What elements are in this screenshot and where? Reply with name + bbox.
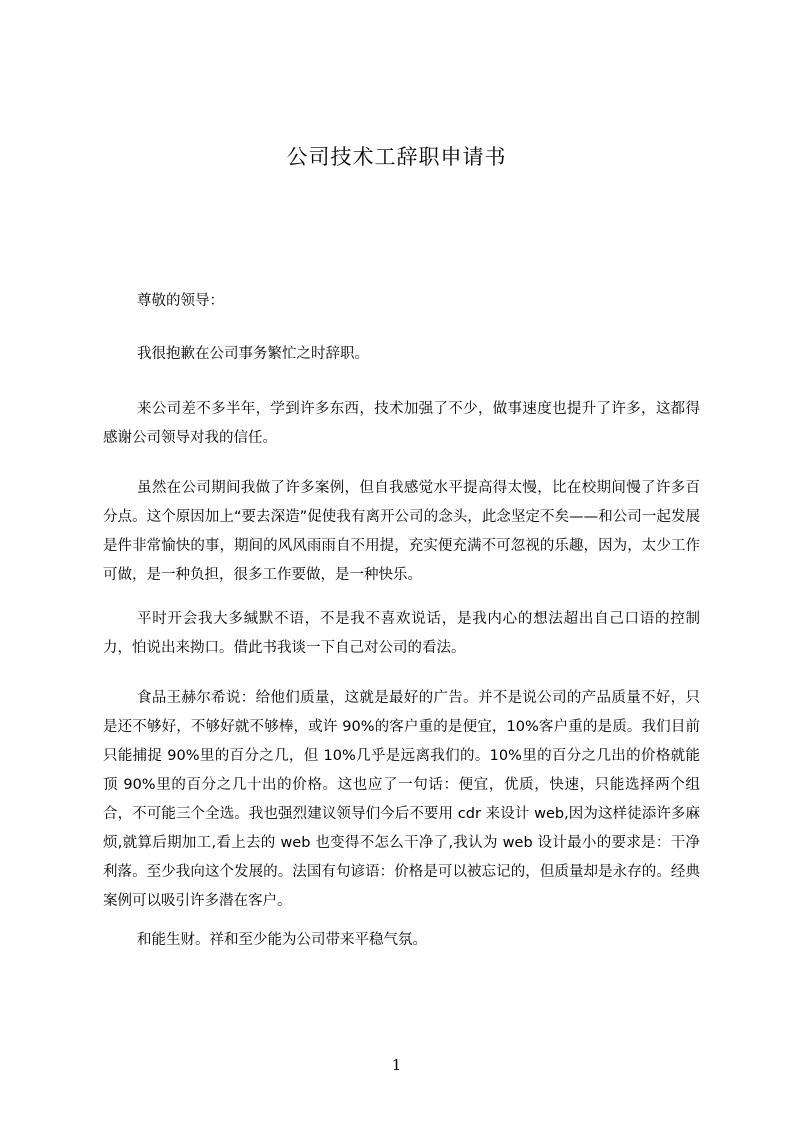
paragraph-quality-advice: 食品王赫尔希说：给他们质量，这就是最好的广告。并不是说公司的产品质量不好，只是还不够好，不够好就不够棒，或许 90%的客户重的是便宜，10%客户重的是质。我们目前只能捕捉 90%里的百分之几，但 10%几乎是远离我们的。10%里的百分之几出的价格就能顶 90%里的百分之几十出的价格。这也应了一句话：便宜，优质，快速，只能选择两个组合，不可能三个全选。我也强烈建议领导们今后不要用 cdr 来设计 web,因为这样徒添许多麻烦,就算后期加工,看上去的 web 也变得不怎么干净了,我认为 web 设计最小的要求是：干净利落。至少我向这个发展的。法国有句谚语：价格是可以被忘记的，但质量却是永存的。经典案例可以吸引许多潜在客户。 (103, 690, 700, 909)
paragraph-reason: 虽然在公司期间我做了许多案例，但自我感觉水平提高得太慢，比在校期间慢了许多百分点。这个原因加上“要去深造”促使我有离开公司的念头，此念坚定不矣——和公司一起发展是件非常愉快的事，期间的风风雨雨自不用提，充实便充满不可忽视的乐趣，因为，太少工作可做，是一种负担，很多工作要做，是一种快乐。 (103, 480, 700, 583)
paragraph-harmony: 和能生财。祥和至少能为公司带来平稳气氛。 (137, 932, 427, 948)
document-title: 公司技术工辞职申请书 (286, 145, 507, 169)
salutation: 尊敬的领导： (137, 293, 224, 309)
page-number: 1 (391, 1056, 402, 1074)
paragraph-apology: 我很抱歉在公司事务繁忙之时辞职。 (137, 346, 369, 362)
paragraph-gratitude: 来公司差不多半年，学到许多东西，技术加强了不少，做事速度也提升了许多，这都得感谢公司领导对我的信任。 (103, 401, 700, 446)
paragraph-silence: 平时开会我大多缄默不语，不是我不喜欢说话，是我内心的想法超出自己口语的控制力，怕说出来拗口。借此书我谈一下自己对公司的看法。 (103, 611, 700, 656)
